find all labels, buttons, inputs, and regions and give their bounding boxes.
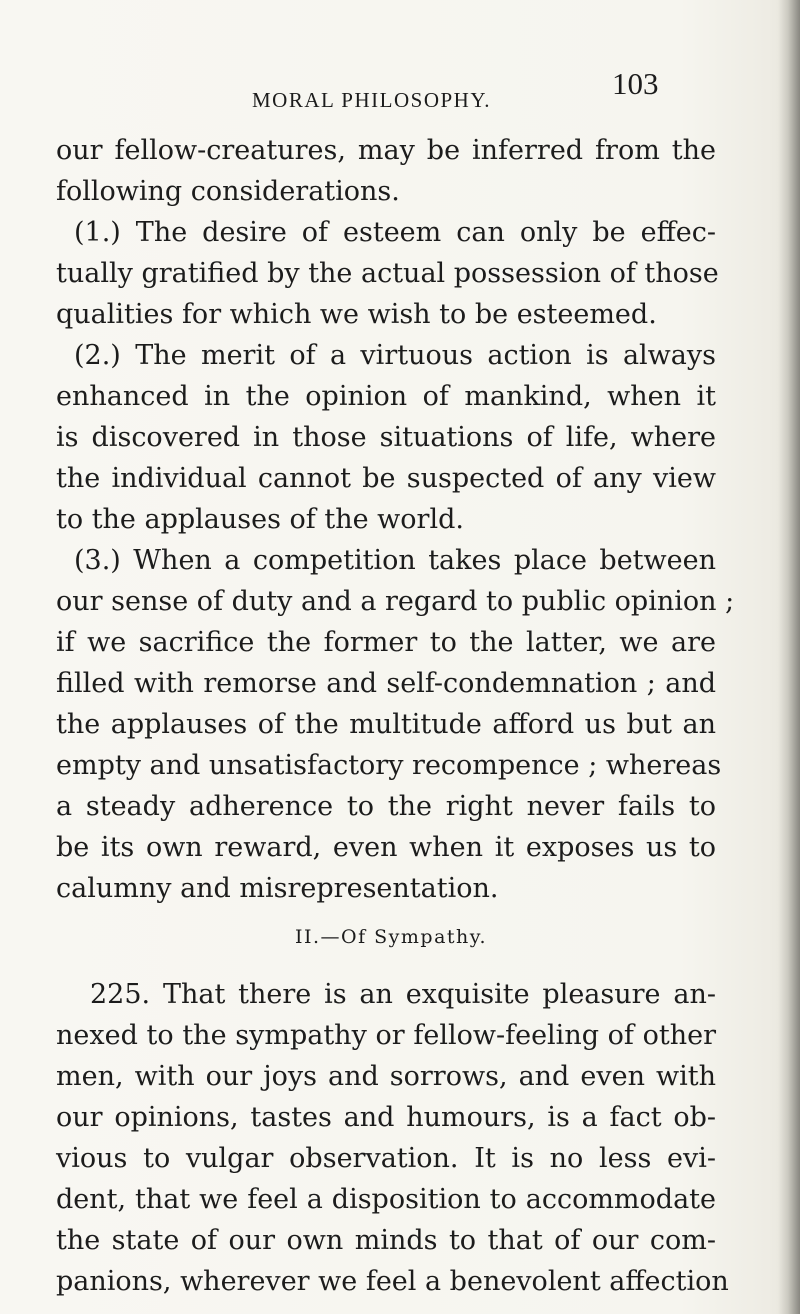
text-line: our sense of duty and a regard to public opinion ; bbox=[56, 586, 735, 617]
text-line: be its own reward, even when it exposes us to bbox=[56, 832, 716, 863]
text-line: the individual cannot be suspected of any view bbox=[56, 463, 716, 494]
text-line: the applauses of the multitude afford us but an bbox=[56, 709, 716, 740]
text-line: following considerations. bbox=[56, 176, 400, 207]
text-line: tually gratified by the actual possession of those bbox=[56, 258, 719, 289]
text-line: nexed to the sympathy or fellow-feeling of other bbox=[56, 1020, 716, 1051]
running-title: MORAL PHILOSOPHY. bbox=[252, 88, 492, 112]
text-line: our fellow-creatures, may be inferred from the bbox=[56, 135, 716, 166]
text-line: 225. That there is an exquisite pleasure an- bbox=[90, 979, 716, 1010]
text-line: empty and unsatisfactory recompence ; whereas bbox=[56, 750, 722, 781]
text-line: if we sacrifice the former to the latter, we are bbox=[56, 627, 716, 658]
text-line: calumny and misrepresentation. bbox=[56, 873, 499, 904]
text-line: men, with our joys and sorrows, and even with bbox=[56, 1061, 716, 1092]
page-edge-shadow bbox=[778, 0, 800, 1314]
text-line: (1.) The desire of esteem can only be effec- bbox=[74, 217, 716, 248]
running-head bbox=[0, 64, 800, 124]
text-line: filled with remorse and self-condemnation ; and bbox=[56, 668, 716, 699]
body-text bbox=[56, 130, 735, 1302]
text-line: to the applauses of the world. bbox=[56, 504, 464, 535]
text-line: the state of our own minds to that of our com- bbox=[56, 1225, 716, 1256]
text-line: is discovered in those situations of life, where bbox=[56, 422, 716, 453]
text-line: a steady adherence to the right never fails to bbox=[56, 791, 716, 822]
text-line: (2.) The merit of a virtuous action is always bbox=[74, 340, 716, 371]
text-line: panions, wherever we feel a benevolent affection bbox=[56, 1266, 729, 1297]
text-line: enhanced in the opinion of mankind, when it bbox=[56, 381, 716, 412]
text-line: dent, that we feel a disposition to accommodate bbox=[56, 1184, 716, 1215]
section-heading: II.—Of Sympathy. bbox=[294, 926, 488, 948]
page-number: 103 bbox=[612, 66, 659, 101]
text-line: vious to vulgar observation. It is no less evi- bbox=[56, 1143, 716, 1174]
text-line: our opinions, tastes and humours, is a fact ob- bbox=[56, 1102, 716, 1133]
text-line: qualities for which we wish to be esteemed. bbox=[56, 299, 657, 330]
text-line: (3.) When a competition takes place between bbox=[74, 545, 716, 576]
